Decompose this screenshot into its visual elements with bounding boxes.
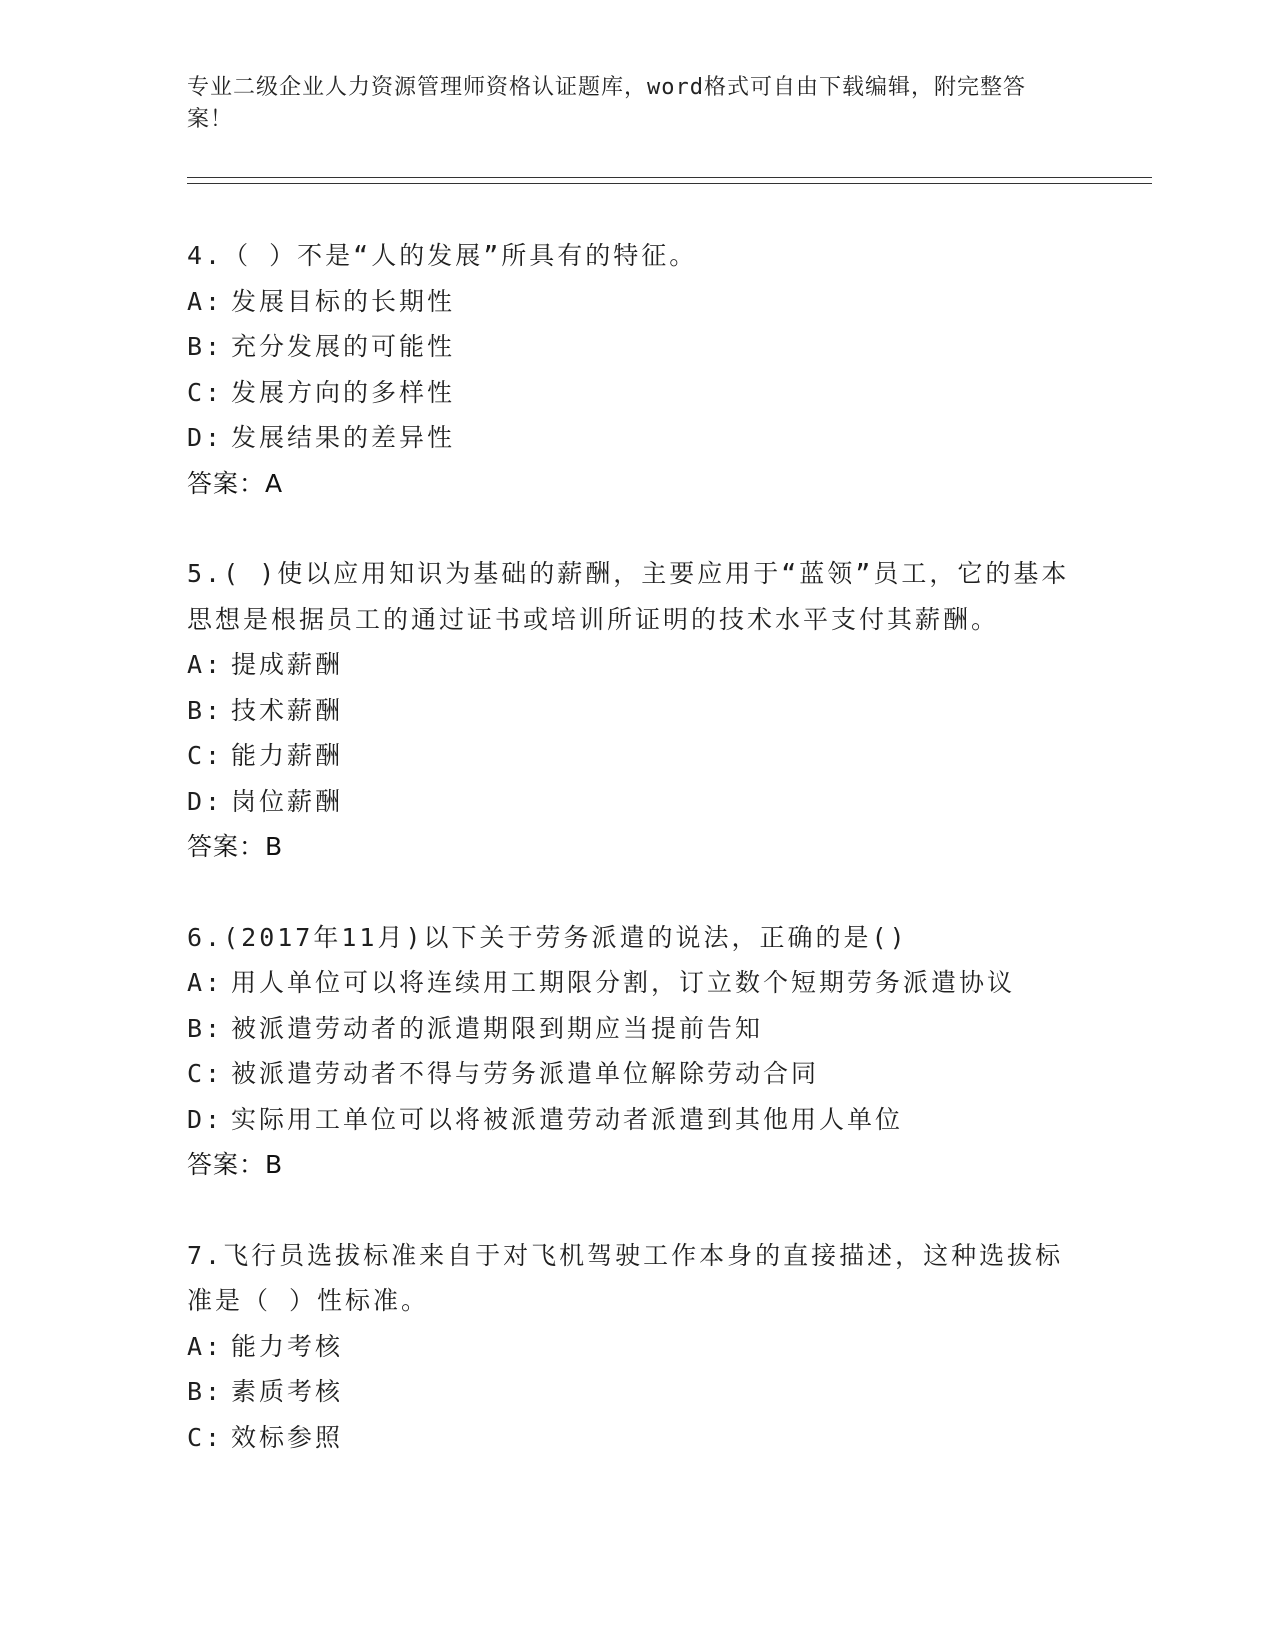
header-divider-bottom (187, 183, 1152, 184)
option-text: 被派遣劳动者不得与劳务派遣单位解除劳动合同 (231, 1059, 820, 1088)
option-text: 被派遣劳动者的派遣期限到期应当提前告知 (231, 1013, 764, 1043)
option-letter: C: (187, 1422, 224, 1452)
question-stem: 7.飞行员选拔标准来自于对飞机驾驶工作本身的直接描述，这种选拔标准是（ ）性标准。 (187, 1240, 1064, 1315)
option-text: 发展方向的多样性 (231, 377, 456, 407)
option-letter: C: (187, 1059, 224, 1088)
option-d (187, 779, 1087, 825)
question-stem: 4.（ ）不是“人的发展”所具有的特征。 (187, 241, 698, 270)
option-text: 能力考核 (231, 1331, 344, 1361)
option-letter: A: (187, 650, 224, 679)
option-letter: B: (187, 1377, 224, 1406)
option-d (187, 415, 1087, 461)
answer-line: 答案：A (187, 468, 284, 498)
option-letter: A: (187, 286, 224, 316)
option-text: 充分发展的可能性 (231, 332, 456, 361)
option-letter: B: (187, 1013, 224, 1043)
option-letter: D: (187, 423, 224, 452)
answer-line: 答案：B (187, 832, 284, 861)
option-letter: C: (187, 741, 224, 770)
option-letter: D: (187, 786, 224, 816)
option-c (187, 1051, 1087, 1097)
option-a (187, 1324, 1087, 1370)
option-b (187, 1006, 1087, 1052)
question-stem: 6.(2017年11月)以下关于劳务派遣的说法，正确的是() (187, 922, 908, 952)
header-divider-top (187, 177, 1152, 178)
option-letter: D: (187, 1104, 224, 1134)
option-c (187, 733, 1087, 779)
question-list (187, 233, 1087, 1505)
header-note: 专业二级企业人力资源管理师资格认证题库，word格式可自由下载编辑，附完整答案！ (187, 75, 1026, 132)
option-letter: B: (187, 695, 224, 725)
option-text: 素质考核 (231, 1377, 344, 1406)
option-letter: A: (187, 1331, 224, 1361)
option-d (187, 1097, 1087, 1143)
option-b (187, 1369, 1087, 1415)
option-text: 岗位薪酬 (231, 786, 344, 816)
option-text: 提成薪酬 (231, 650, 344, 679)
option-a (187, 279, 1087, 325)
option-letter: B: (187, 332, 224, 361)
option-b (187, 688, 1087, 734)
option-text: 发展目标的长期性 (231, 286, 456, 316)
answer-line: 答案：B (187, 1150, 284, 1179)
option-text: 效标参照 (231, 1422, 344, 1452)
option-letter: C: (187, 377, 224, 407)
question-6 (187, 915, 1087, 1188)
question-7 (187, 1233, 1087, 1461)
option-text: 发展结果的差异性 (231, 423, 456, 452)
option-letter: A: (187, 968, 224, 997)
option-c (187, 1415, 1087, 1461)
option-a (187, 642, 1087, 688)
option-text: 用人单位可以将连续用工期限分割，订立数个短期劳务派遣协议 (231, 968, 1016, 997)
option-text: 能力薪酬 (231, 741, 344, 770)
option-c (187, 370, 1087, 416)
option-a (187, 960, 1087, 1006)
option-b (187, 324, 1087, 370)
question-stem: 5.( )使以应用知识为基础的薪酬，主要应用于“蓝领”员工，它的基本思想是根据员工的通过证书或培训所证明的技术水平支付其薪酬。 (187, 559, 1070, 634)
question-4 (187, 233, 1087, 506)
option-text: 实际用工单位可以将被派遣劳动者派遣到其他用人单位 (231, 1104, 904, 1134)
option-text: 技术薪酬 (231, 695, 344, 725)
question-5 (187, 551, 1087, 870)
